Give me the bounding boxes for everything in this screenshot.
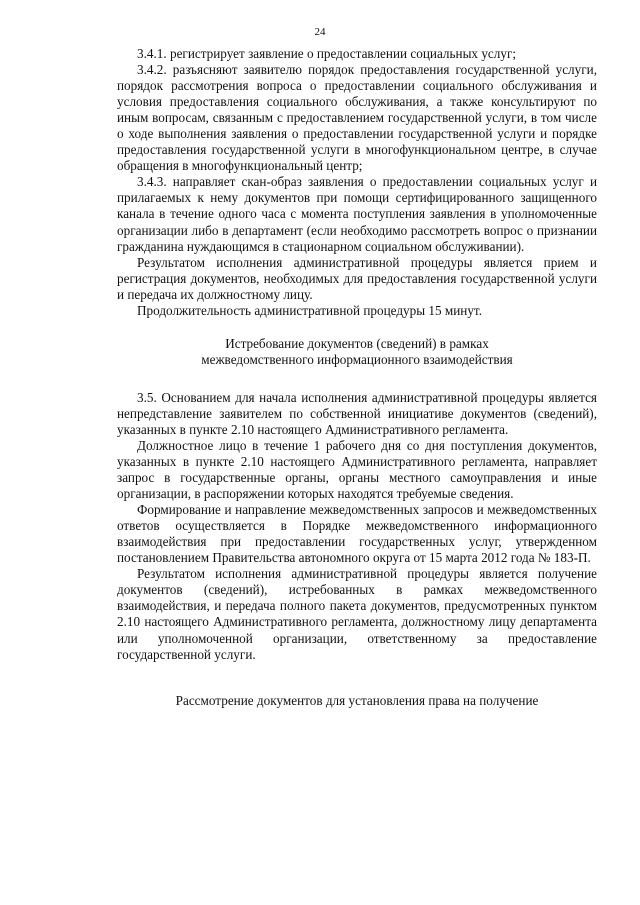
paragraph-formation: Формирование и направление межведомственных запросов и межведомственных ответов осуществляется в Порядке межведомственного информационного взаимодействия при предоставлении государственных услуг, утвержденном постановлением Правительства автономного округа от 15 марта 2012 года № 183-П. xyxy=(117,502,597,566)
paragraph-3-4-2: 3.4.2. разъясняют заявителю порядок предоставления государственной услуги, порядок рассмотрения вопроса о предоставлении социального обслуживания и условия предоставления социального обслуживания, а также консультируют по иным вопросам, связанным с предоставлением государственной услуги, в том числе о ходе выполнения заявления о предоставлении государственной услуги и порядке предоставления государственной услуги в многофункциональном центре, в случае обращения в многофункциональный центр; xyxy=(117,62,597,174)
paragraph-3-4-3: 3.4.3. направляет скан-образ заявления о предоставлении социальных услуг и прилагаемых к нему документов при помощи сертифицированного защищенного канала в течение одного часа с момента поступления заявления в уполномоченные организации либо в департамент (если необходимо рассмотреть вопрос о признании гражданина нуждающимся в стационарном социальном обслуживании). xyxy=(117,174,597,254)
paragraph-result-2: Результатом исполнения административной процедуры является получение документов (сведений), истребованных в рамках межведомственного взаимодействия, и передача полного пакета документов, предусмотренных пунктом 2.10 настоящего Административного регламента, должностному лицу департамента или уполномоченной организации, ответственному за предоставление государственной услуги. xyxy=(117,566,597,662)
document-body xyxy=(117,46,597,709)
section-heading-review: Рассмотрение документов для установления права на получение xyxy=(175,692,539,708)
paragraph-3-5: 3.5. Основанием для начала исполнения административной процедуры является непредставление заявителем по собственной инициативе документов (сведений), указанных в пункте 2.10 настоящего Административного регламента. xyxy=(117,389,597,437)
paragraph-result: Результатом исполнения административной процедуры является прием и регистрация документов, необходимых для предоставления государственной услуги и передача их должностному лицу. xyxy=(117,254,597,302)
paragraph-3-4-1: 3.4.1. регистрирует заявление о предоставлении социальных услуг; xyxy=(137,46,517,61)
paragraph-duration: Продолжительность административной процедуры 15 минут. xyxy=(137,302,482,318)
section-heading-line-2: межведомственного информационного взаимодействия xyxy=(201,351,513,367)
section-heading-interagency xyxy=(117,336,597,368)
paragraph-official-request: Должностное лицо в течение 1 рабочего дня со дня поступления документов, указанных в пункте 2.10 настоящего Административного регламента, направляет запрос в государственные органы, органы местного самоуправления и иные организации, в распоряжении которых находятся требуемые сведения. xyxy=(117,437,597,502)
page-number: 24 xyxy=(314,26,326,38)
section-heading-line-1: Истребование документов (сведений) в рамках xyxy=(225,335,489,351)
